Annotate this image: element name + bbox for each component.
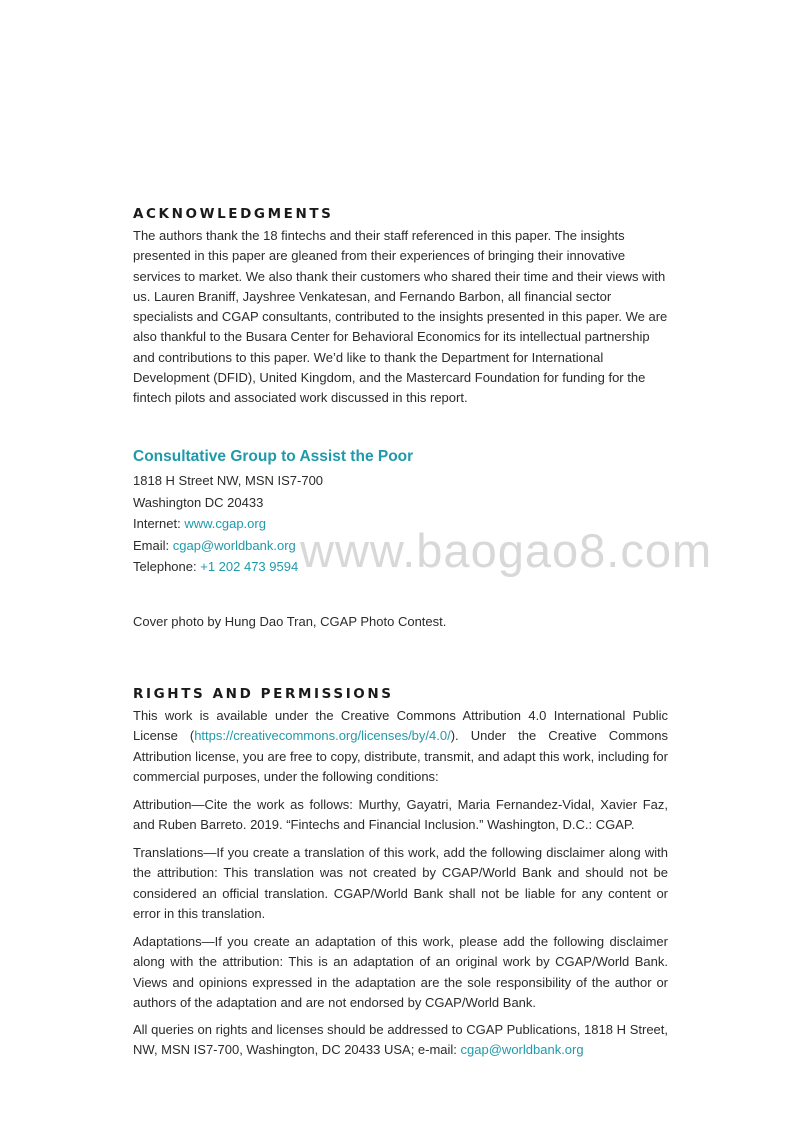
cover-photo-credit: Cover photo by Hung Dao Tran, CGAP Photo Contest. (133, 614, 447, 629)
license-link[interactable]: https://creativecommons.org/licenses/by/4.0/ (194, 728, 451, 744)
attribution-paragraph: Attribution—Cite the work as follows: Murthy, Gayatri, Maria Fernandez-Vidal, Xavier Faz, and Ruben Barreto. 2019. “Fintechs and Financial Inclusion.” Washington, D.C.: CGAP. (133, 797, 668, 833)
rights-license-paragraph (133, 706, 668, 787)
address-line-1: 1818 H Street NW, MSN IS7-700 (133, 473, 324, 488)
organization-name: Consultative Group to Assist the Poor (133, 448, 414, 465)
queries-text: All queries on rights and licenses should be addressed to CGAP Publications, 1818 H Street, NW, MSN IS7-700, Washington, DC 20433 USA; e-mail: (133, 1022, 668, 1058)
license-text-before: This work is available under the Creative Commons Attribution 4.0 International Public License ( (133, 708, 668, 744)
email-row (133, 535, 323, 557)
acknowledgments-heading: ACKNOWLEDGMENTS (133, 206, 334, 222)
telephone-row (133, 556, 323, 578)
email-link[interactable]: cgap@worldbank.org (172, 537, 296, 553)
adaptations-paragraph: Adaptations—If you create an adaptation of this work, please add the following disclaimer along with the attribution: This is an adaptation of an original work by CGAP/World Bank. Views and opinions expressed in the adaptation are the sole responsibility of the author or authors of the adaptation and are not endorsed by CGAP/World Bank. (133, 934, 668, 1010)
address-line-2: Washington DC 20433 (133, 494, 264, 510)
rights-heading: RIGHTS AND PERMISSIONS (133, 686, 394, 702)
watermark: www.baogao8.com (300, 524, 713, 577)
queries-paragraph (133, 1020, 668, 1061)
email-label: Email: (133, 537, 173, 553)
queries-email-link[interactable]: cgap@worldbank.org (460, 1042, 584, 1058)
translations-paragraph: Translations—If you create a translation of this work, add the following disclaimer along with the attribution: This translation was not created by CGAP/World Bank and should not be considered an official translation. CGAP/World Bank shall not be liable for any content or error in this translation. (133, 845, 668, 921)
acknowledgments-text: The authors thank the 18 fintechs and their staff referenced in this paper. The insights presented in this paper are gleaned from their experiences of bringing their innovative services to market. We also thank their customers who shared their time and their views with us. Lauren Braniff, Jayshree Venkatesan, and Fernando Barbon, all financial sector specialists and CGAP consultants, contributed to the insights presented in this paper. We are also thankful to the Busara Center for Behavioral Economics for its intellectual partnership and contributions to this paper. We’d like to thank the Department for International Development (DFID), United Kingdom, and the Mastercard Foundation for funding for the fintech pilots and associated work discussed in this report. (133, 228, 668, 406)
license-text-after: ). Under the Creative Commons Attribution license, you are free to copy, distribute, transmit, and adapt this work, including for commercial purposes, under the following conditions: (133, 728, 669, 784)
telephone-link[interactable]: +1 202 473 9594 (200, 559, 299, 574)
telephone-label: Telephone: (133, 559, 201, 574)
website-link[interactable]: www.cgap.org (184, 516, 266, 531)
contact-block (133, 470, 323, 578)
internet-row (133, 513, 323, 535)
internet-label: Internet: (133, 516, 185, 531)
